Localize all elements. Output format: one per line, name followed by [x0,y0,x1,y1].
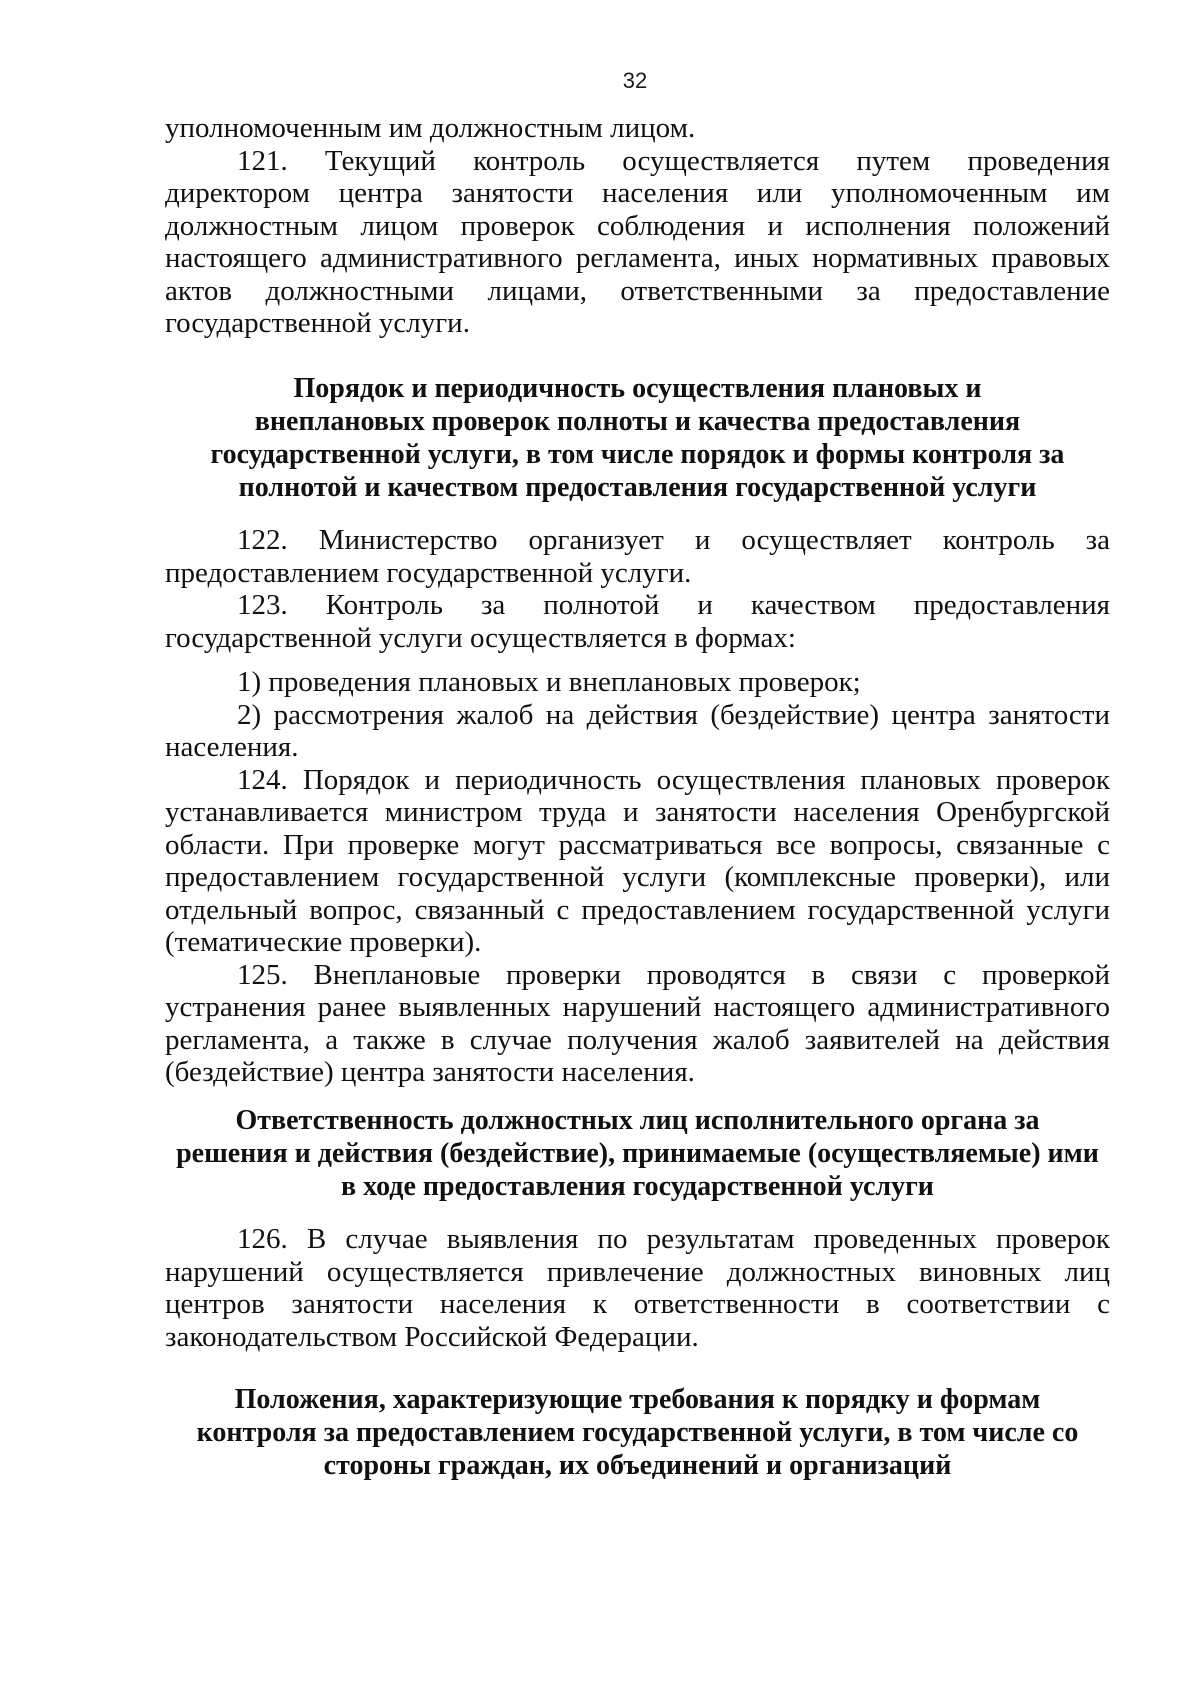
paragraph-121: 121. Текущий контроль осуществляется путем проведения директором центра занятости населения или уполномоченным им должностным лицом проверок соблюдения и исполнения положений настоящего административного регламента, иных нормативных правовых актов должностными лицами, ответственными за предоставление государственной услуги. [165,144,1110,339]
paragraph-122: 122. Министерство организует и осуществляет контроль за предоставлением государственной услуги. [165,524,1110,589]
heading-line: внеплановых проверок полноты и качества предоставления [254,406,1021,437]
heading-line: полнотой и качеством предоставления государственной услуги [238,472,1037,503]
section-heading-inspections [165,372,1110,504]
heading-line: стороны граждан, их объединений и организаций [323,1450,952,1481]
page-number: 32 [622,68,648,93]
heading-line: контроля за предоставлением государственной услуги, в том числе со [196,1417,1079,1448]
heading-line: Порядок и периодичность осуществления плановых и [293,373,982,404]
paragraph-126: 126. В случае выявления по результатам проведенных проверок нарушений осуществляется привлечение должностных виновных лиц центров занятости населения к ответственности в соответствии с законодательством Российской Федерации. [165,1223,1110,1353]
text-block-121 [165,112,1110,340]
text-block-122-125 [165,524,1110,1089]
paragraph-continuation: уполномоченным им должностным лицом. [165,112,696,144]
section-heading-responsibility [165,1104,1110,1203]
heading-line: Положения, характеризующие требования к порядку и формам [234,1384,1041,1415]
heading-line: в ходе предоставления государственной услуги [341,1171,934,1202]
paragraph-123: 123. Контроль за полнотой и качеством предоставления государственной услуги осуществляется в формах: [165,589,1110,654]
list-item-1: 1) проведения плановых и внеплановых проверок; [237,666,861,698]
list-item-2: 2) рассмотрения жалоб на действия (бездействие) центра занятости населения. [165,698,1110,763]
heading-line: решения и действия (бездействие), принимаемые (осуществляемые) ими [176,1138,1099,1169]
section-heading-control-requirements [165,1383,1110,1482]
paragraph-124: 124. Порядок и периодичность осуществления плановых проверок устанавливается министром труда и занятости населения Оренбургской области. При проверке могут рассматриваться все вопросы, связанные с предоставлением государственной услуги (комплексные проверки), или отдельный вопрос, связанный с предоставлением государственной услуги (тематические проверки). [165,763,1110,958]
heading-line: Ответственность должностных лиц исполнительного органа за [235,1105,1040,1136]
paragraph-125: 125. Внеплановые проверки проводятся в связи с проверкой устранения ранее выявленных нарушений настоящего административного регламента, а также в случае получения жалоб заявителей на действия (бездействие) центра занятости населения. [165,958,1110,1088]
text-block-126 [165,1223,1110,1353]
heading-line: государственной услуги, в том числе порядок и формы контроля за [210,439,1065,470]
